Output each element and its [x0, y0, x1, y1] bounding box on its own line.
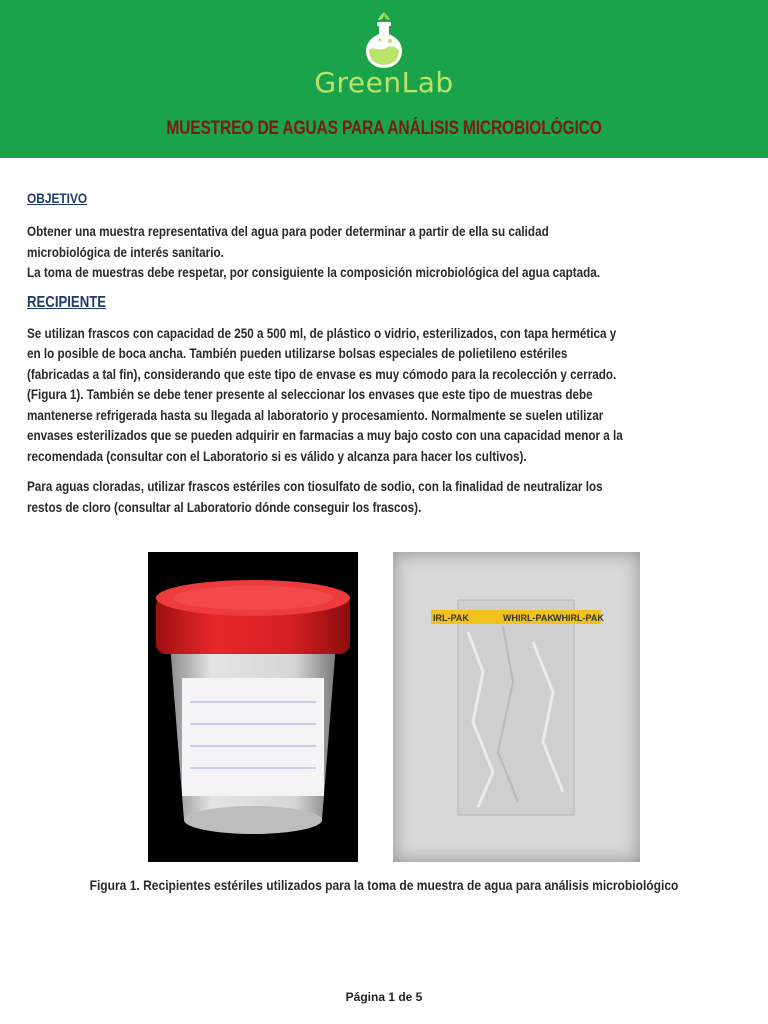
sample-bag-icon: [393, 552, 640, 862]
document-body: [27, 190, 740, 518]
document-title: MUESTREO DE AGUAS PARA ANÁLISIS MICROBIOLÓGICO: [166, 118, 602, 139]
section-heading: RECIPIENTE: [27, 293, 107, 311]
figure-1: [0, 552, 768, 862]
header-banner: [0, 0, 768, 158]
svg-text:WHIRL-PAK: WHIRL-PAK: [553, 613, 604, 623]
brand-name: GreenLab: [314, 66, 454, 99]
section-recipiente: [27, 294, 740, 519]
sample-jar-image: [148, 552, 358, 862]
section-heading: OBJETIVO: [27, 190, 88, 206]
section-objetivo: [27, 190, 740, 284]
sample-jar-icon: [148, 552, 358, 862]
svg-text:WHIRL-PAK: WHIRL-PAK: [503, 613, 554, 623]
page-number: Página 1 de 5: [345, 990, 423, 1004]
flask-icon: [362, 10, 406, 70]
svg-text:IRL-PAK: IRL-PAK: [433, 613, 469, 623]
paragraph: Para aguas cloradas, utilizar frascos estériles con tiosulfato de sodio, con la finalidad de neutralizar los restos de cloro (consultar al Laboratorio dónde conseguir los frascos).: [27, 479, 603, 515]
figure-caption: Figura 1. Recipientes estériles utilizados para la toma de muestra de agua para análisis microbiológico: [89, 877, 679, 893]
paragraph: Se utilizan frascos con capacidad de 250 a 500 ml, de plástico o vidrio, esterilizados, con tapa hermética y en lo posible de boca ancha. También pueden utilizarse bolsas especiales de polietileno estériles (fabricadas a tal fin), considerando que este tipo de envase es muy cómodo para la recolección y cerrado. (Figura 1). También se debe tener presente al seleccionar los envases que este tipo de muestras debe mantenerse refrigerada hasta su llegada al laboratorio y procesamiento. Normalmente se suelen utilizar envases esterilizados que se pueden adquirir en farmacias a muy bajo costo con una capacidad menor a la recomendada (consultar con el Laboratorio si es válido y alcanza para hacer los cultivos).: [27, 325, 623, 464]
whirl-pak-bag-image: [393, 552, 640, 862]
paragraph: Obtener una muestra representativa del agua para poder determinar a partir de ella su calidad microbiológica de interés sanitario. La toma de muestras debe respetar, por consiguiente la composición microbiológica del agua captada.: [27, 224, 601, 280]
greenlab-logo: [0, 10, 768, 99]
